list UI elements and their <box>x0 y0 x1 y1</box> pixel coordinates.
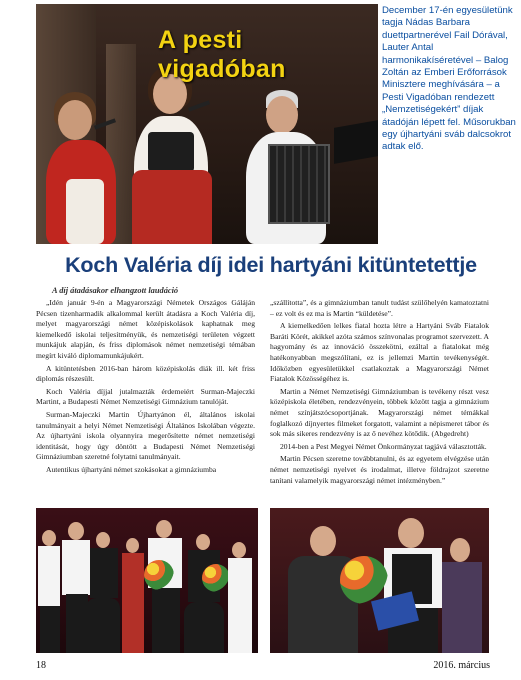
flowers-icon <box>202 564 230 592</box>
issue-date: 2016. március <box>433 660 490 671</box>
page-number: 18 <box>36 660 46 671</box>
paragraph: „Idén január 9-én a Magyarországi Németek Országos Gáláján Pécsen tizenharmadik alkalommal került átadásra a Koch Valéria díj, melyet magyarországi német középiskolások kaphatnak meg kiemelkedő iskolai teljesítményük, és nemzetiségi területen végzett munkájuk alapján, és friss diplomások német nemzetiségi témában megírt kiváló diplomamunkájukért. <box>36 298 255 360</box>
singer-left-head <box>58 100 92 140</box>
person-dress <box>122 553 144 653</box>
photo-award-group <box>36 508 258 653</box>
paragraph: „szállította”, és a gimnáziumban tanult tudást szülőhelyén kamatoztatni – ez volt és ez ma is Martin “küldetése”. <box>270 298 489 318</box>
paragraph: Surman-Majeczki Martin Újhartyánon él, általános iskolai tanulmányait a helyi Német Nemzetiségi Általános Iskolában végezte. Az újhartyáni iskola olyannyira megerősítette német nemzetiségi identitását, hogy úgy döntött a Budapesti Német Nemzetiségi Gimnáziumban szeretné folytatni tanulmányait. <box>36 409 255 462</box>
article-column-left <box>36 298 255 476</box>
singer-middle-skirt <box>132 170 212 244</box>
photo-headline: A pesti vigadóban <box>158 26 286 83</box>
person-trousers <box>152 588 180 653</box>
music-stand <box>334 120 378 164</box>
accordion-icon <box>268 144 330 224</box>
paragraph: Martin a Német Nemzetiségi Gimnáziumban is tevékeny részt vesz középiskola életében, rendezvényein, többek között tagja a gimnázium német színjátszócsoportjának. Magyarországi német témákkal foglalkozó díjnyertes filmeket forgatott, valamint a népismeret tábor és sok más sikeres rendezvény is az ő nevéhez kötődik. (Abgedreht) <box>270 386 489 439</box>
person-head <box>232 542 246 558</box>
article-title: Koch Valéria díj idei hartyáni kitüntetettje <box>65 253 477 277</box>
accordionist-head <box>266 96 298 134</box>
paragraph: Koch Valéria díjjal jutalmazták érdemeiért Surman-Majeczki Martint, a Budapesti Német Nemzetiségi Gimnázium tanulóját. <box>36 386 255 407</box>
person-head <box>126 538 139 553</box>
person-skirt <box>184 602 224 653</box>
person-skirt <box>86 598 120 653</box>
person-body <box>442 562 482 653</box>
side-caption: December 17-én egyesületünk tagja Nádas Barbara duettpartnerével Fail Dórával, Lauter Antal harmonikakíséretével – Balog Zoltán az Emberi Erőforrások Minisztere meghívására – a Pesti Vigadóban rendezett „Nemzetiségekért” díjak átadóján lépett fel. Műsorukban egy újhartyáni sváb dalcsokrot adtak elő. <box>382 5 516 153</box>
article-kicker: A díj átadásakor elhangzott laudáció <box>52 286 179 295</box>
top-photo <box>36 4 378 244</box>
article-column-right <box>270 298 489 486</box>
person-skirt <box>40 606 60 653</box>
person-head <box>68 522 84 540</box>
flowers-icon <box>340 556 388 604</box>
singer-middle-vest <box>148 132 194 172</box>
person-head <box>42 530 56 546</box>
paragraph: A kitüntetésben 2016-ban három középiskolás diák ill. két friss diplomás részesült. <box>36 363 255 384</box>
person-body <box>228 558 252 653</box>
person-vest <box>90 548 118 598</box>
person-head <box>398 518 424 548</box>
person-head <box>156 520 172 538</box>
paragraph: Autentikus újhartyáni német szokásokat a gimnáziumba <box>46 464 217 474</box>
paragraph: 2014-ben a Pest Megyei Német Önkormányzat tagjává választották. <box>280 441 487 451</box>
person-head <box>196 534 210 550</box>
person-body <box>38 546 60 606</box>
singer-left-apron <box>66 179 104 244</box>
person-head <box>96 532 110 548</box>
paragraph: A kiemelkedően lelkes fiatal hozta létre a Hartyáni Sváb Fiatalok Baráti Körét, akikkel azóta számos színvonalas programot szervezett. A hagyomány és az innováció összekötni, ezáltal a fiatalokat még hatékonyabban megszólítani, ez is jellemzi Martin tevékenységét. Időközben egyesületükkel csatlakoztak a Magyarországi Német Fiatalok Közösségéhez is. <box>270 321 489 384</box>
flowers-icon <box>144 560 174 590</box>
person-head <box>450 538 470 562</box>
person-head <box>310 526 336 556</box>
person-trousers <box>66 594 88 653</box>
microphone-icon <box>188 100 210 111</box>
paragraph: Martin Pécsen szeretne továbbtanulni, és az egyetem elvégzése után német nemzetiségi nyelvet és irodalmat, illetve földrajzot szeretne tanítani valamelyik magyarországi német intézményben.” <box>270 454 489 485</box>
person-body <box>62 540 90 595</box>
photo-handshake <box>270 508 489 653</box>
